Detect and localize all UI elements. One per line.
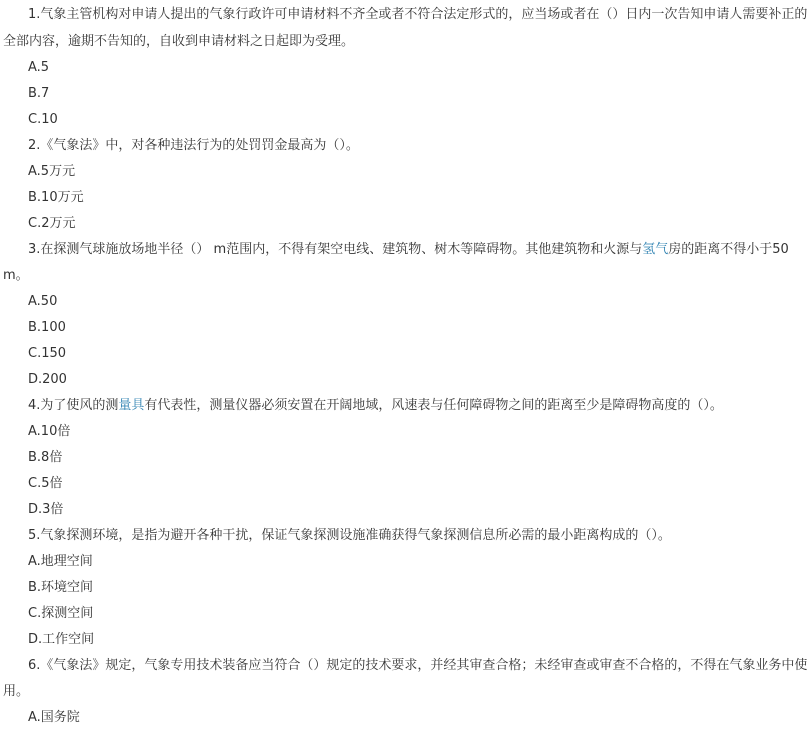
question-6-text: 6.《气象法》规定，气象专用技术装备应当符合（）规定的技术要求，并经其审查合格；未经审查或审查不合格的，不得在气象业务中使 <box>28 658 807 673</box>
question-4-option-c: C.5倍 <box>28 476 63 491</box>
question-2-text: 2.《气象法》中，对各种违法行为的处罚罚金最高为（）。 <box>28 138 359 153</box>
question-5-option-c: C.探测空间 <box>28 606 94 621</box>
question-3-text-cont: m。 <box>3 268 29 283</box>
question-4-option-d: D.3倍 <box>28 502 64 517</box>
question-6-text-cont: 用。 <box>3 684 30 699</box>
question-3-highlight-link[interactable]: 氢气 <box>642 242 669 257</box>
question-3-text <box>28 237 789 263</box>
question-1-option-b: B.7 <box>28 86 50 101</box>
question-5-option-a: A.地理空间 <box>28 554 93 569</box>
question-4-text-part-b: 有代表性，测量仪器必须安置在开阔地域，风速表与任何障碍物之间的距离至少是障碍物高度的（）。 <box>144 398 723 413</box>
question-1-text: 1.气象主管机构对申请人提出的气象行政许可申请材料不齐全或者不符合法定形式的，应当场或者在（）日内一次告知申请人需要补正的 <box>28 7 807 22</box>
question-2-option-c: C.2万元 <box>28 216 76 231</box>
question-5-text: 5.气象探测环境，是指为避开各种干扰，保证气象探测设施准确获得气象探测信息所必需的最小距离构成的（）。 <box>28 528 671 543</box>
question-1-option-c: C.10 <box>28 112 58 127</box>
question-4-highlight-link[interactable]: 量具 <box>118 398 145 413</box>
question-5-option-b: B.环境空间 <box>28 580 94 595</box>
question-2-option-a: A.5万元 <box>28 164 76 179</box>
question-3-option-a: A.50 <box>28 294 58 309</box>
question-4-text <box>28 393 756 419</box>
question-3-option-b: B.100 <box>28 320 66 335</box>
question-3-text-part-a: 3.在探测气球施放场地半径（） m范围内，不得有架空电线、建筑物、树木等障碍物。其他建筑物和火源与 <box>28 242 643 257</box>
question-6-option-a: A.国务院 <box>28 710 80 725</box>
question-5-option-d: D.工作空间 <box>28 632 95 647</box>
question-4-option-b: B.8倍 <box>28 450 63 465</box>
question-1-text-cont: 全部内容，逾期不告知的，自收到申请材料之日起即为受理。 <box>3 34 355 49</box>
question-2-option-b: B.10万元 <box>28 190 84 205</box>
question-4-option-a: A.10倍 <box>28 424 71 439</box>
question-3-option-c: C.150 <box>28 346 67 361</box>
question-1-option-a: A.5 <box>28 60 50 75</box>
question-3-option-d: D.200 <box>28 372 67 387</box>
question-4-text-part-a: 4.为了使风的测 <box>28 398 119 413</box>
question-3-text-part-b: 房的距离不得小于50 <box>668 242 789 257</box>
